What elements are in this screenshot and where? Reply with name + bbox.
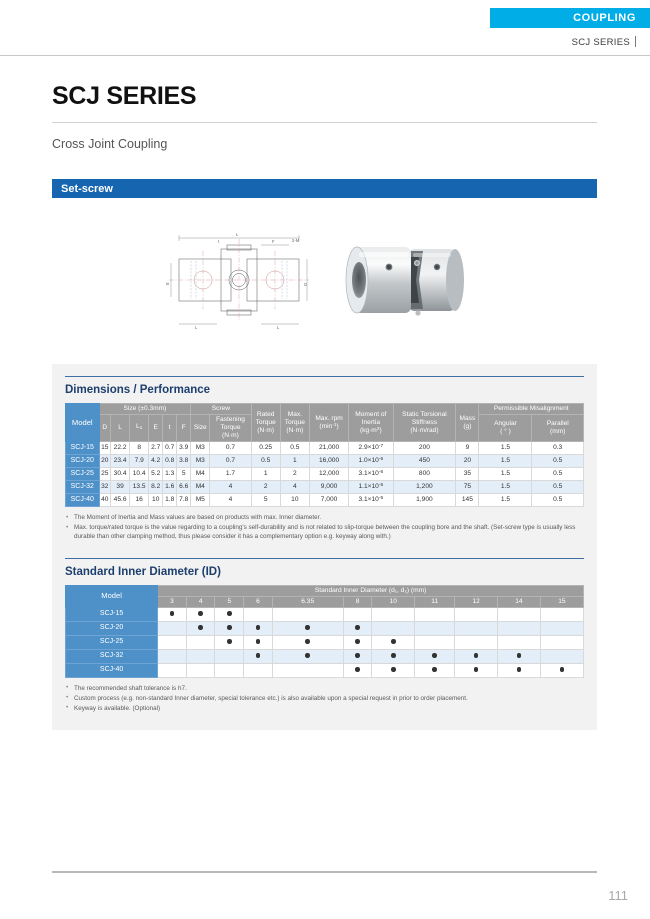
availability-dot-cell [215, 621, 244, 635]
table-row [66, 481, 584, 494]
cell-screw_size: M5 [191, 494, 210, 507]
title-divider [52, 122, 597, 123]
id-col-header-5: 5 [215, 596, 244, 607]
id-col-group-diameter: Standard Inner Diameter (d₁, d₂) (mm) [158, 585, 584, 596]
availability-dot-icon [256, 639, 261, 644]
spec-panel [52, 364, 597, 730]
col-header-angular: Angular ( ° ) [479, 415, 532, 442]
availability-empty-cell [540, 649, 583, 663]
cell-screw_size: M3 [191, 442, 210, 455]
cell-stiffness: 800 [393, 468, 456, 481]
availability-empty-cell [540, 621, 583, 635]
availability-empty-cell [455, 607, 498, 621]
cell-parallel: 0.5 [532, 455, 584, 468]
availability-dot-cell [498, 663, 541, 677]
cell-parallel: 0.5 [532, 468, 584, 481]
availability-dot-icon [198, 625, 203, 630]
col-header-mass: Mass (g) [456, 404, 479, 442]
availability-dot-cell [244, 649, 273, 663]
availability-dot-icon [355, 653, 360, 658]
availability-dot-cell [343, 635, 372, 649]
availability-dot-icon [256, 625, 261, 630]
availability-dot-icon [432, 653, 437, 658]
page-title: SCJ SERIES [52, 82, 197, 110]
cell-max_torque: 1 [280, 455, 309, 468]
availability-dot-cell [372, 635, 415, 649]
row-model-cell: SCJ-15 [66, 607, 158, 621]
cell-mass: 145 [456, 494, 479, 507]
table-row [66, 494, 584, 507]
availability-dot-cell [272, 649, 343, 663]
col-header-fastening-torque: Fastening Torque (N·m) [210, 415, 251, 442]
series-breadcrumb-row [0, 34, 650, 56]
availability-dot-cell [372, 663, 415, 677]
availability-dot-cell [215, 635, 244, 649]
col-group-permissible-misalignment: Permissible Misalignment [479, 404, 584, 415]
table-row [66, 455, 584, 468]
id-col-header-model: Model [66, 585, 158, 607]
availability-empty-cell [343, 607, 372, 621]
cell-D: 32 [99, 481, 111, 494]
note-item: • Custom process (e.g. non-standard Inner diameter, special tolerance etc.) is also available upon a special request in prior to order placement. [65, 694, 584, 703]
top-header-bar [0, 0, 650, 34]
availability-empty-cell [498, 635, 541, 649]
col-header-max-rpm: Max. rpm $(\min^{-1})$ [309, 404, 348, 442]
cell-t: 0.8 [163, 455, 177, 468]
cell-rated_torque: 0.5 [251, 455, 280, 468]
cell-max_rpm: 7,000 [309, 494, 348, 507]
row-model-cell: SCJ-40 [66, 663, 158, 677]
availability-dot-icon [391, 639, 396, 644]
cell-rated_torque: 2 [251, 481, 280, 494]
footer-divider [52, 871, 597, 873]
cell-max_torque: 4 [280, 481, 309, 494]
callout-2M: 2-M [292, 238, 300, 243]
cell-F: 7.8 [177, 494, 191, 507]
page-title-block [0, 56, 650, 151]
availability-empty-cell [498, 607, 541, 621]
cell-E: 5.2 [149, 468, 163, 481]
callout-F: F [272, 239, 275, 244]
availability-empty-cell [455, 621, 498, 635]
cell-moment-of-inertia: $2.9\times 10^{-7}$ [349, 442, 393, 455]
id-col-header-6: 6 [244, 596, 273, 607]
availability-dot-icon [170, 611, 175, 616]
cell-max_torque: 0.5 [280, 442, 309, 455]
col-group-size: Size (±0.3mm) [99, 404, 191, 415]
id-col-header-6.35: 6.35 [272, 596, 343, 607]
cell-t: 1.6 [163, 481, 177, 494]
availability-empty-cell [415, 635, 455, 649]
id-col-header-11: 11 [415, 596, 455, 607]
cell-parallel: 0.5 [532, 481, 584, 494]
cell-max_torque: 2 [280, 468, 309, 481]
cell-D: 15 [99, 442, 111, 455]
breadcrumb [572, 36, 636, 48]
cell-t: 1.8 [163, 494, 177, 507]
availability-dot-cell [186, 607, 215, 621]
cell-L: 39 [111, 481, 130, 494]
availability-empty-cell [415, 621, 455, 635]
category-tab-coupling[interactable]: COUPLING [490, 8, 650, 28]
dimensions-table-title: Dimensions / Performance [65, 376, 584, 396]
table-row [66, 649, 584, 663]
cell-angular: 1.5 [479, 494, 532, 507]
note-item: • The recommended shaft tolerance is h7. [65, 684, 584, 693]
cell-fastening_torque: 4 [210, 481, 251, 494]
cell-screw_size: M4 [191, 468, 210, 481]
cell-t: 0.7 [163, 442, 177, 455]
cell-mass: 20 [456, 455, 479, 468]
table-row [66, 663, 584, 677]
cell-fastening_torque: 0.7 [210, 455, 251, 468]
cell-L: 45.6 [111, 494, 130, 507]
col-header-moment-of-inertia: Moment of Inertia $(kg\cdot m^2)$ [349, 404, 393, 442]
cell-moment-of-inertia: $1.1\times 10^{-5}$ [349, 481, 393, 494]
cell-L: 22.2 [111, 442, 130, 455]
scj-coupling-product-photo [339, 227, 485, 331]
col-header-D: D [99, 415, 111, 442]
cell-stiffness: 450 [393, 455, 456, 468]
availability-dot-icon [517, 653, 522, 658]
callout-L1-right: L [277, 325, 280, 330]
standard-inner-diameter-table [65, 585, 584, 678]
cell-angular: 1.5 [479, 455, 532, 468]
cell-E: 8.2 [149, 481, 163, 494]
table-row [66, 607, 584, 621]
col-header-E: E [149, 415, 163, 442]
cell-max_rpm: 9,000 [309, 481, 348, 494]
availability-empty-cell [186, 663, 215, 677]
cell-max_rpm: 16,000 [309, 455, 348, 468]
id-col-header-15: 15 [540, 596, 583, 607]
id-table-notes [65, 684, 584, 713]
cell-moment-of-inertia: $3.1\times 10^{-5}$ [349, 494, 393, 507]
availability-empty-cell [372, 607, 415, 621]
availability-dot-icon [355, 639, 360, 644]
id-col-header-4: 4 [186, 596, 215, 607]
cell-stiffness: 1,900 [393, 494, 456, 507]
availability-empty-cell [372, 621, 415, 635]
col-header-static-torsional-stiffness: Static Torsional Stiffness (N·m/rad) [393, 404, 456, 442]
availability-empty-cell [158, 621, 187, 635]
cell-fastening_torque: 0.7 [210, 442, 251, 455]
availability-dot-cell [415, 649, 455, 663]
col-header-screw-size: Size [191, 415, 210, 442]
cell-D: 20 [99, 455, 111, 468]
availability-dot-icon [256, 653, 261, 658]
availability-empty-cell [272, 663, 343, 677]
dimensions-performance-table [65, 403, 584, 507]
cell-L: 23.4 [111, 455, 130, 468]
id-col-header-10: 10 [372, 596, 415, 607]
series-label-text: SCJ SERIES [571, 37, 630, 48]
row-model-cell: SCJ-25 [66, 468, 100, 481]
cell-E: 10 [149, 494, 163, 507]
availability-dot-cell [498, 649, 541, 663]
cell-rated_torque: 0.25 [251, 442, 280, 455]
cell-fastening_torque: 4 [210, 494, 251, 507]
availability-dot-icon [305, 639, 310, 644]
table-row [66, 635, 584, 649]
availability-dot-icon [305, 625, 310, 630]
availability-dot-cell [415, 663, 455, 677]
cell-t: 1.3 [163, 468, 177, 481]
cell-L: 30.4 [111, 468, 130, 481]
callout-L1-left: L [195, 325, 198, 330]
availability-dot-cell [372, 649, 415, 663]
cell-E: 2.7 [149, 442, 163, 455]
cell-parallel: 0.3 [532, 442, 584, 455]
cell-F: 3.8 [177, 455, 191, 468]
cell-moment-of-inertia: $3.1\times 10^{-6}$ [349, 468, 393, 481]
cell-rated_torque: 1 [251, 468, 280, 481]
cell-fastening_torque: 1.7 [210, 468, 251, 481]
cell-angular: 1.5 [479, 481, 532, 494]
cell-F: 5 [177, 468, 191, 481]
cell-L1: 8 [130, 442, 149, 455]
figures-row [0, 216, 650, 342]
cell-stiffness: 1,200 [393, 481, 456, 494]
cell-mass: 75 [456, 481, 479, 494]
availability-empty-cell [215, 649, 244, 663]
availability-empty-cell [540, 635, 583, 649]
id-table-title: Standard Inner Diameter (ID) [65, 558, 584, 578]
col-header-parallel: Parallel (mm) [532, 415, 584, 442]
id-table-group-header-row [66, 585, 584, 596]
availability-dot-cell [272, 635, 343, 649]
availability-empty-cell [186, 649, 215, 663]
section-header-set-screw: Set-screw [52, 179, 597, 198]
cell-stiffness: 200 [393, 442, 456, 455]
breadcrumb-divider [635, 36, 636, 47]
callout-E: E [165, 282, 170, 285]
row-model-cell: SCJ-20 [66, 621, 158, 635]
cell-L1: 10.4 [130, 468, 149, 481]
dimensions-table-group-header-row [66, 404, 584, 415]
availability-dot-cell [455, 663, 498, 677]
cell-L1: 7.9 [130, 455, 149, 468]
note-item: • The Moment of Inertia and Mass values are based on products with max. Inner diameter. [65, 513, 584, 522]
availability-empty-cell [215, 663, 244, 677]
table-row [66, 468, 584, 481]
availability-dot-cell [343, 649, 372, 663]
cell-D: 40 [99, 494, 111, 507]
cell-moment-of-inertia: $1.0\times 10^{-6}$ [349, 455, 393, 468]
availability-dot-icon [391, 653, 396, 658]
callout-t: t [218, 239, 220, 244]
table-row [66, 621, 584, 635]
availability-dot-cell [272, 621, 343, 635]
id-table-body [66, 607, 584, 677]
availability-empty-cell [540, 607, 583, 621]
availability-dot-icon [305, 653, 310, 658]
cell-angular: 1.5 [479, 442, 532, 455]
page-number: 111 [608, 888, 628, 903]
id-col-header-12: 12 [455, 596, 498, 607]
availability-empty-cell [158, 635, 187, 649]
availability-dot-cell [455, 649, 498, 663]
availability-dot-icon [474, 653, 479, 658]
id-col-header-3: 3 [158, 596, 187, 607]
availability-empty-cell [158, 649, 187, 663]
cell-F: 3.9 [177, 442, 191, 455]
cell-parallel: 0.5 [532, 494, 584, 507]
table-row [66, 442, 584, 455]
availability-empty-cell [415, 607, 455, 621]
col-header-L: L [111, 415, 130, 442]
col-header-L1: $L_1$ [130, 415, 149, 442]
col-header-rated-torque: Rated Torque (N·m) [251, 404, 280, 442]
row-model-cell: SCJ-32 [66, 649, 158, 663]
note-item: • Max. torque/rated torque is the value regarding to a coupling's self-durability and is not related to slip-torque between the coupling bore and the shaft. (Set-screw type is usually less durable than other clamping method, thus please consider it has a complementary option e.g. keyway along with.) [65, 523, 584, 541]
page-subtitle: Cross Joint Coupling [52, 137, 168, 151]
availability-dot-cell [244, 621, 273, 635]
availability-dot-icon [432, 667, 437, 672]
cell-max_rpm: 12,000 [309, 468, 348, 481]
callout-L: L [236, 232, 239, 237]
row-model-cell: SCJ-15 [66, 442, 100, 455]
cell-screw_size: M3 [191, 455, 210, 468]
row-model-cell: SCJ-32 [66, 481, 100, 494]
availability-dot-cell [215, 607, 244, 621]
availability-dot-cell [244, 635, 273, 649]
availability-empty-cell [158, 663, 187, 677]
availability-empty-cell [272, 607, 343, 621]
note-item: • Keyway is available. (Optional) [65, 704, 584, 713]
availability-dot-cell [343, 663, 372, 677]
availability-dot-icon [227, 611, 232, 616]
cell-rated_torque: 5 [251, 494, 280, 507]
row-model-cell: SCJ-25 [66, 635, 158, 649]
scj-coupling-dimension-drawing [165, 227, 313, 331]
cell-max_torque: 10 [280, 494, 309, 507]
availability-dot-cell [186, 621, 215, 635]
availability-empty-cell [244, 607, 273, 621]
cell-mass: 9 [456, 442, 479, 455]
availability-dot-cell [540, 663, 583, 677]
callout-D: D [303, 282, 308, 286]
availability-dot-icon [355, 667, 360, 672]
cell-max_rpm: 21,000 [309, 442, 348, 455]
availability-empty-cell [455, 635, 498, 649]
cell-mass: 35 [456, 468, 479, 481]
availability-dot-icon [517, 667, 522, 672]
row-model-cell: SCJ-20 [66, 455, 100, 468]
availability-dot-cell [158, 607, 187, 621]
availability-empty-cell [244, 663, 273, 677]
availability-dot-icon [355, 625, 360, 630]
cell-angular: 1.5 [479, 468, 532, 481]
availability-dot-icon [474, 667, 479, 672]
availability-empty-cell [186, 635, 215, 649]
id-col-header-8: 8 [343, 596, 372, 607]
id-col-header-14: 14 [498, 596, 541, 607]
availability-empty-cell [498, 621, 541, 635]
cell-L1: 13.5 [130, 481, 149, 494]
col-header-t: t [163, 415, 177, 442]
availability-dot-cell [343, 621, 372, 635]
availability-dot-icon [227, 639, 232, 644]
col-header-F: F [177, 415, 191, 442]
col-header-max-torque: Max. Torque (N·m) [280, 404, 309, 442]
cell-screw_size: M4 [191, 481, 210, 494]
dimensions-table-body [66, 442, 584, 507]
col-group-screw: Screw [191, 404, 251, 415]
availability-dot-icon [198, 611, 203, 616]
cell-F: 6.6 [177, 481, 191, 494]
dimensions-table-notes [65, 513, 584, 541]
cell-E: 4.2 [149, 455, 163, 468]
cell-L1: 16 [130, 494, 149, 507]
availability-dot-icon [227, 625, 232, 630]
availability-dot-icon [560, 667, 565, 672]
availability-dot-icon [391, 667, 396, 672]
cell-D: 25 [99, 468, 111, 481]
row-model-cell: SCJ-40 [66, 494, 100, 507]
col-header-model: Model [66, 404, 100, 442]
